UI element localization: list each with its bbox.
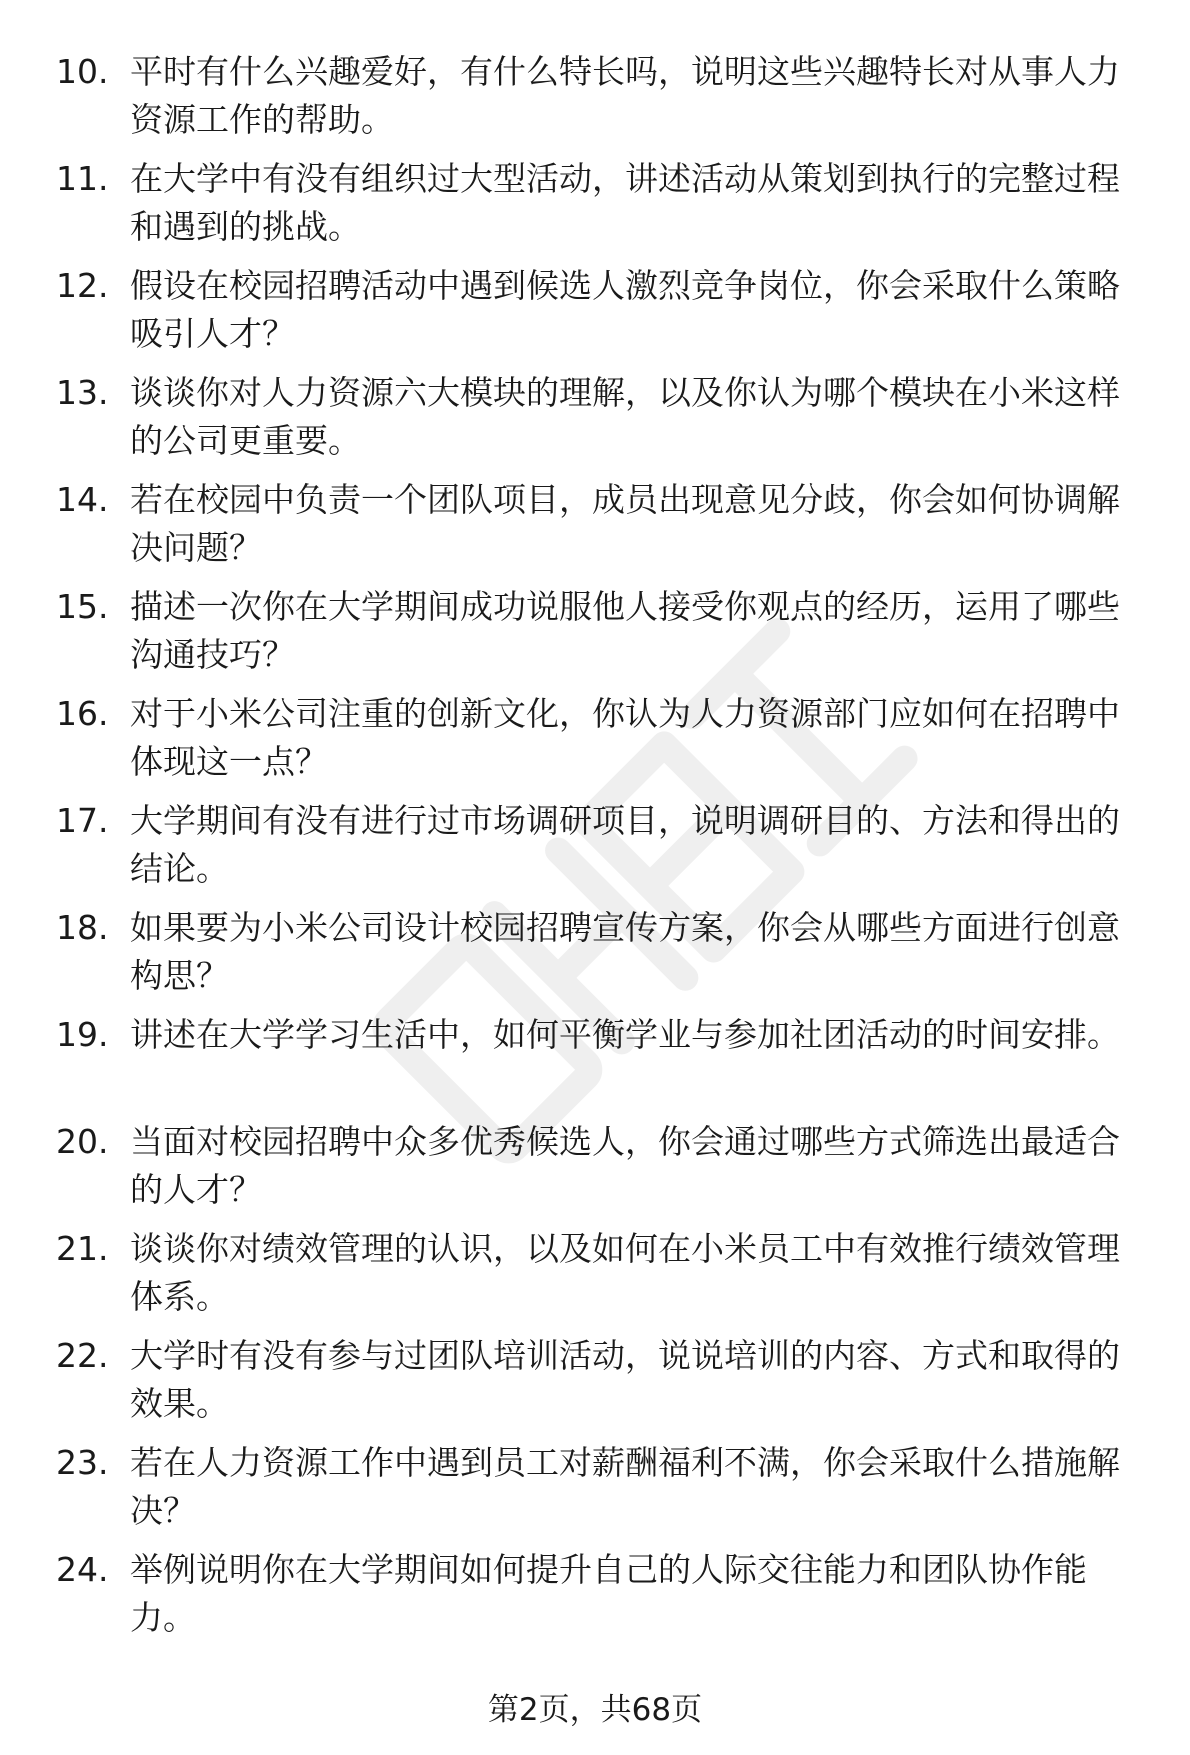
question-list bbox=[56, 48, 1146, 1653]
question-item bbox=[56, 262, 1146, 369]
question-item bbox=[56, 904, 1146, 1011]
question-number: 15. bbox=[56, 587, 109, 626]
question-number: 12. bbox=[56, 266, 109, 305]
question-text: 如果要为小米公司设计校园招聘宣传方案，你会从哪些方面进行创意构思？ bbox=[130, 908, 1120, 995]
question-item bbox=[56, 155, 1146, 262]
question-item bbox=[56, 48, 1146, 155]
question-text: 当面对校园招聘中众多优秀候选人，你会通过哪些方式筛选出最适合的人才？ bbox=[130, 1122, 1120, 1209]
question-text: 在大学中有没有组织过大型活动，讲述活动从策划到执行的完整过程和遇到的挑战。 bbox=[130, 159, 1120, 246]
question-item bbox=[56, 1225, 1146, 1332]
question-number: 11. bbox=[56, 159, 109, 198]
question-item bbox=[56, 1118, 1146, 1225]
question-number: 22. bbox=[56, 1336, 109, 1375]
question-text: 若在校园中负责一个团队项目，成员出现意见分歧，你会如何协调解决问题？ bbox=[130, 480, 1120, 567]
question-number: 17. bbox=[56, 801, 109, 840]
question-text: 假设在校园招聘活动中遇到候选人激烈竞争岗位，你会采取什么策略吸引人才？ bbox=[130, 266, 1120, 353]
question-text: 讲述在大学学习生活中，如何平衡学业与参加社团活动的时间安排。 bbox=[130, 1015, 1120, 1054]
question-item bbox=[56, 369, 1146, 476]
question-text: 大学时有没有参与过团队培训活动，说说培训的内容、方式和取得的效果。 bbox=[130, 1336, 1120, 1423]
question-text: 若在人力资源工作中遇到员工对薪酬福利不满，你会采取什么措施解决？ bbox=[130, 1443, 1120, 1530]
question-number: 14. bbox=[56, 480, 109, 519]
question-number: 10. bbox=[56, 52, 109, 91]
question-item bbox=[56, 476, 1146, 583]
question-text: 谈谈你对绩效管理的认识，以及如何在小米员工中有效推行绩效管理体系。 bbox=[130, 1229, 1120, 1316]
question-text: 平时有什么兴趣爱好，有什么特长吗，说明这些兴趣特长对从事人力资源工作的帮助。 bbox=[130, 52, 1120, 139]
question-text: 描述一次你在大学期间成功说服他人接受你观点的经历，运用了哪些沟通技巧？ bbox=[130, 587, 1120, 674]
question-number: 23. bbox=[56, 1443, 109, 1482]
question-item bbox=[56, 1546, 1146, 1653]
question-number: 24. bbox=[56, 1550, 109, 1589]
page-indicator: 第2页，共68页 bbox=[487, 1692, 703, 1728]
question-item bbox=[56, 1011, 1146, 1118]
question-text: 谈谈你对人力资源六大模块的理解，以及你认为哪个模块在小米这样的公司更重要。 bbox=[130, 373, 1120, 460]
question-text: 举例说明你在大学期间如何提升自己的人际交往能力和团队协作能力。 bbox=[130, 1550, 1087, 1637]
question-number: 16. bbox=[56, 694, 109, 733]
question-item bbox=[56, 797, 1146, 904]
question-number: 21. bbox=[56, 1229, 109, 1268]
question-item bbox=[56, 690, 1146, 797]
question-item bbox=[56, 583, 1146, 690]
question-number: 13. bbox=[56, 373, 109, 412]
question-item bbox=[56, 1332, 1146, 1439]
question-number: 18. bbox=[56, 908, 109, 947]
question-number: 20. bbox=[56, 1122, 109, 1161]
question-text: 对于小米公司注重的创新文化，你认为人力资源部门应如何在招聘中体现这一点？ bbox=[130, 694, 1120, 781]
question-number: 19. bbox=[56, 1015, 109, 1054]
question-item bbox=[56, 1439, 1146, 1546]
question-text: 大学期间有没有进行过市场调研项目，说明调研目的、方法和得出的结论。 bbox=[130, 801, 1120, 888]
